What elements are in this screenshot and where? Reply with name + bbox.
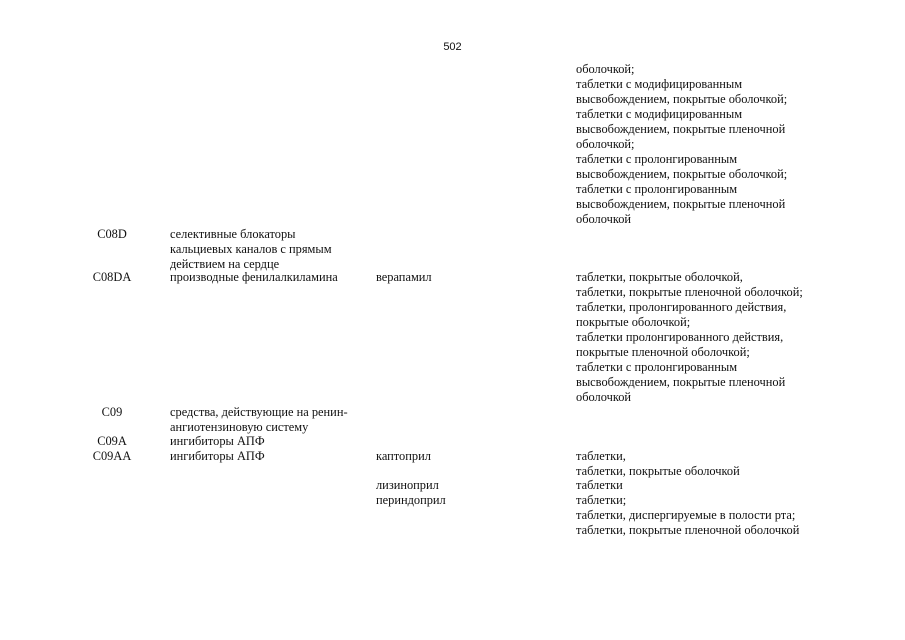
- pharmacological-group-line: ингибиторы АПФ: [170, 449, 265, 463]
- drug-name-cell: [376, 449, 431, 464]
- dosage-forms-line: таблетки,: [576, 449, 626, 463]
- dosage-forms-cell: [576, 449, 740, 479]
- dosage-forms-line: таблетки с модифицированным: [576, 77, 743, 91]
- dosage-forms-line: оболочкой;: [576, 62, 635, 76]
- dosage-forms-line: таблетки с пролонгированным: [576, 360, 738, 374]
- pharmacological-group-cell: [170, 449, 265, 464]
- drug-name-line: верапамил: [376, 270, 432, 284]
- dosage-forms-line: таблетки с пролонгированным: [576, 152, 738, 166]
- dosage-forms-line: таблетки с пролонгированным: [576, 182, 738, 196]
- atc-code-cell: C08D: [97, 227, 127, 241]
- drug-name-cell: [376, 270, 432, 285]
- dosage-forms-line: оболочкой: [576, 212, 632, 226]
- pharmacological-group-line: ингибиторы АПФ: [170, 434, 265, 448]
- dosage-forms-line: высвобождением, покрытые оболочкой;: [576, 92, 788, 106]
- pharmacological-group-line: селективные блокаторы: [170, 227, 296, 241]
- atc-code-cell: C09: [101, 405, 123, 419]
- dosage-forms-cell: [576, 270, 803, 405]
- dosage-forms-line: таблетки;: [576, 493, 627, 507]
- pharmacological-group-line: производные фенилалкиламина: [170, 270, 338, 284]
- dosage-forms-cell: [576, 493, 799, 538]
- dosage-forms-line: таблетки, покрытые оболочкой: [576, 464, 740, 478]
- drug-name-cell: [376, 478, 439, 493]
- page-number: 502: [443, 41, 462, 53]
- dosage-forms-line: покрытые пленочной оболочкой;: [576, 345, 750, 359]
- atc-code-cell: C09A: [97, 434, 127, 448]
- pharmacological-group-cell: [170, 270, 338, 285]
- dosage-forms-line: оболочкой: [576, 390, 632, 404]
- pharmacological-group-cell: [170, 405, 348, 435]
- pharmacological-group-line: ангиотензиновую систему: [170, 420, 309, 434]
- pharmacological-group-line: средства, действующие на ренин-: [170, 405, 348, 419]
- dosage-forms-line: таблетки с модифицированным: [576, 107, 743, 121]
- dosage-forms-line: таблетки, диспергируемые в полости рта;: [576, 508, 796, 522]
- dosage-forms-line: таблетки, пролонгированного действия,: [576, 300, 787, 314]
- dosage-forms-line: таблетки пролонгированного действия,: [576, 330, 784, 344]
- pharmacological-group-line: кальциевых каналов с прямым: [170, 242, 332, 256]
- drug-name-line: лизиноприл: [376, 478, 439, 492]
- dosage-forms-line: таблетки, покрытые оболочкой,: [576, 270, 743, 284]
- dosage-forms-cell: [576, 62, 787, 227]
- dosage-forms-cell: [576, 478, 623, 493]
- dosage-forms-line: высвобождением, покрытые пленочной: [576, 197, 786, 211]
- atc-code-cell: C08DA: [92, 270, 132, 284]
- pharmacological-group-line: действием на сердце: [170, 257, 280, 271]
- dosage-forms-line: таблетки: [576, 478, 623, 492]
- dosage-forms-line: высвобождением, покрытые пленочной: [576, 122, 786, 136]
- dosage-forms-line: таблетки, покрытые пленочной оболочкой;: [576, 285, 803, 299]
- dosage-forms-line: таблетки, покрытые пленочной оболочкой: [576, 523, 800, 537]
- drug-name-cell: [376, 493, 446, 508]
- atc-code-cell: C09AA: [92, 449, 132, 463]
- drug-name-line: периндоприл: [376, 493, 446, 507]
- drug-name-line: каптоприл: [376, 449, 431, 463]
- pharmacological-group-cell: [170, 434, 265, 449]
- dosage-forms-line: высвобождением, покрытые пленочной: [576, 375, 786, 389]
- dosage-forms-line: высвобождением, покрытые оболочкой;: [576, 167, 788, 181]
- pharmacological-group-cell: [170, 227, 332, 272]
- dosage-forms-line: оболочкой;: [576, 137, 635, 151]
- dosage-forms-line: покрытые оболочкой;: [576, 315, 691, 329]
